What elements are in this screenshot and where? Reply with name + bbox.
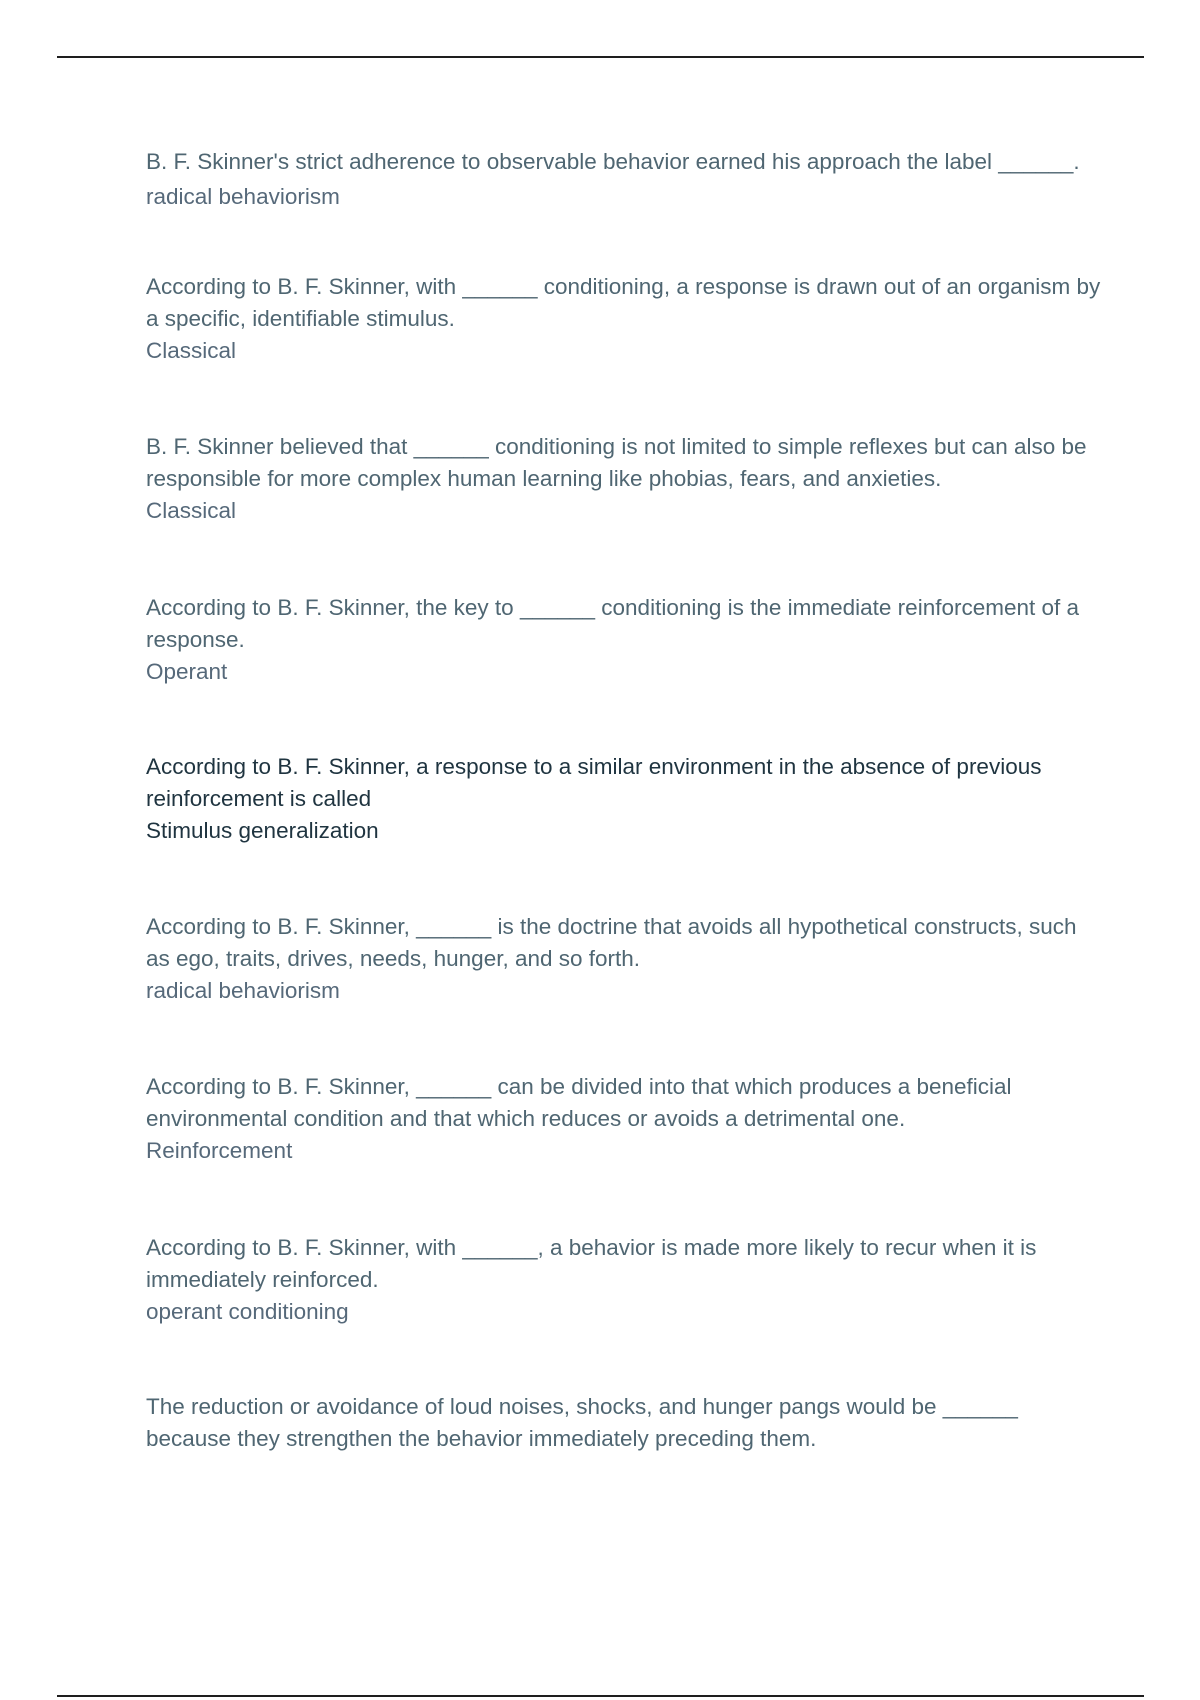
- question-text: According to B. F. Skinner, ______ is the doctrine that avoids all hypothetical constructs, such as ego, traits, drives, needs, hunger, and so forth.: [146, 914, 1077, 971]
- question-text: B. F. Skinner believed that ______ conditioning is not limited to simple reflexes but can also be responsible for more complex human learning like phobias, fears, and anxieties.: [146, 434, 1087, 491]
- question-text: The reduction or avoidance of loud noises, shocks, and hunger pangs would be ______ because they strengthen the behavior immediately preceding them.: [146, 1394, 1018, 1451]
- answer-text: Classical: [146, 338, 237, 363]
- answer-text: radical behaviorism: [146, 184, 340, 209]
- question-text: According to B. F. Skinner, with ______, a behavior is made more likely to recur when it is immediately reinforced.: [146, 1235, 1037, 1292]
- answer-text: Classical: [146, 498, 237, 523]
- answer-text: Reinforcement: [146, 1138, 293, 1163]
- qa-item-2: [146, 271, 1106, 367]
- qa-item-5: [146, 751, 1106, 847]
- bottom-rule: [57, 1695, 1144, 1697]
- answer-text: Operant: [146, 659, 228, 684]
- question-text: According to B. F. Skinner, the key to ______ conditioning is the immediate reinforcement of a response.: [146, 595, 1080, 652]
- question-text: According to B. F. Skinner, with ______ conditioning, a response is drawn out of an organism by a specific, identifiable stimulus.: [146, 274, 1101, 331]
- qa-item-7: [146, 1071, 1106, 1167]
- question-text: According to B. F. Skinner, ______ can be divided into that which produces a beneficial environmental condition and that which reduces or avoids a detrimental one.: [146, 1074, 1012, 1131]
- question-text: According to B. F. Skinner, a response to a similar environment in the absence of previous reinforcement is called: [146, 754, 1042, 811]
- qa-item-6: [146, 911, 1106, 1007]
- qa-item-8: [146, 1232, 1106, 1328]
- qa-item-9: [146, 1391, 1106, 1455]
- answer-text: Stimulus generalization: [146, 818, 379, 843]
- qa-item-4: [146, 592, 1106, 688]
- top-rule: [57, 56, 1144, 58]
- qa-item-1: [146, 143, 1106, 213]
- answer-text: radical behaviorism: [146, 978, 340, 1003]
- qa-item-3: [146, 431, 1106, 527]
- answer-text: operant conditioning: [146, 1299, 349, 1324]
- question-text: B. F. Skinner's strict adherence to observable behavior earned his approach the label ______.: [146, 149, 1080, 174]
